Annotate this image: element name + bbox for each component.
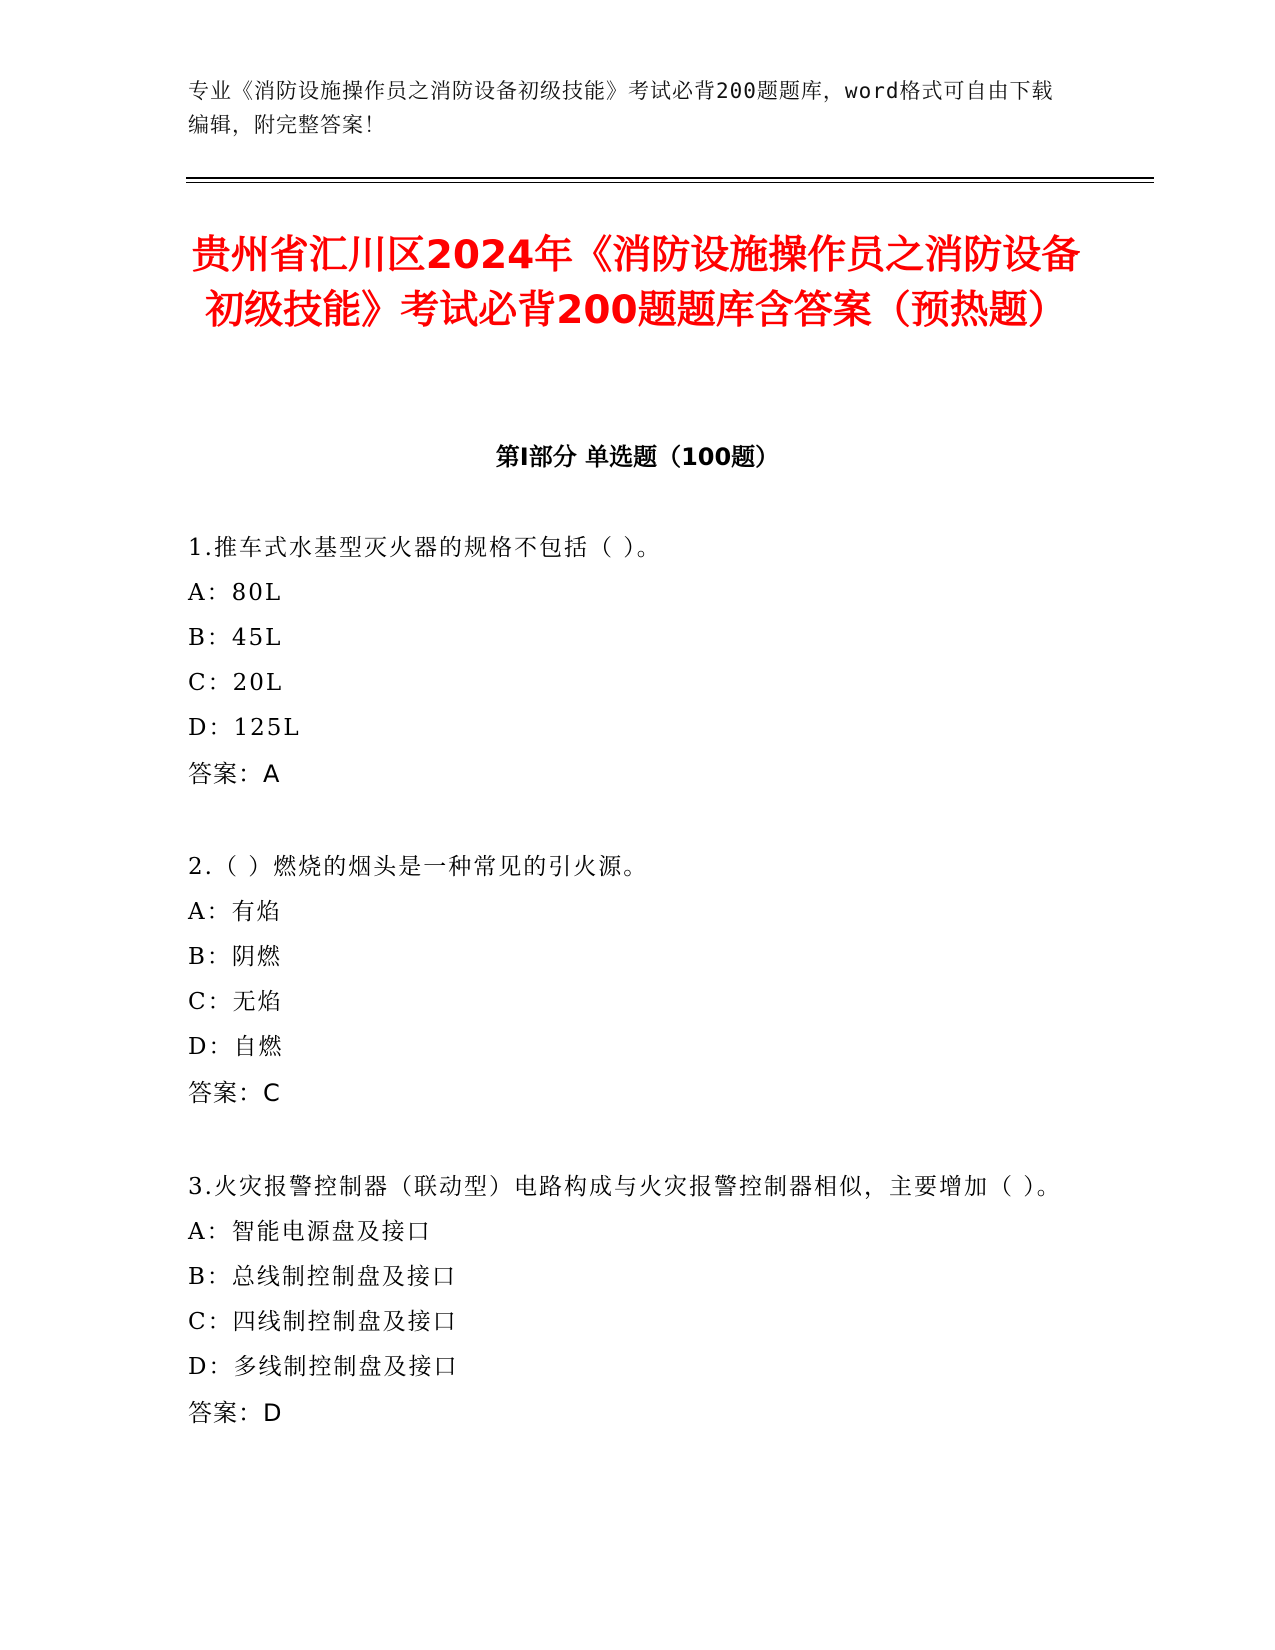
header-divider-bottom [186,182,1154,183]
option-a: A：有焰 [188,899,282,925]
option-b: B：45L [188,625,283,651]
option-b: B：阴燃 [188,944,282,970]
option-a: A：80L [188,580,283,606]
question-2 [188,844,1068,1116]
question-1 [188,525,1068,797]
answer: 答案：C [188,1079,281,1107]
section-title: 第I部分 单选题（100题） [495,443,780,471]
option-d: D：多线制控制盘及接口 [188,1354,459,1380]
header-divider-top [186,177,1154,179]
option-a: A：智能电源盘及接口 [188,1219,432,1245]
option-d: D：自燃 [188,1034,284,1060]
option-c: C：四线制控制盘及接口 [188,1309,458,1335]
question-stem: 1.推车式水基型灭火器的规格不包括（ ）。 [188,535,662,561]
option-c: C：20L [188,670,284,696]
option-c: C：无焰 [188,989,283,1015]
question-stem: 2.（ ）燃烧的烟头是一种常见的引火源。 [188,854,649,880]
answer: 答案：D [188,1399,283,1427]
header-note: 专业《消防设施操作员之消防设备初级技能》考试必背200题题库，word格式可自由下载编辑，附完整答案！ [188,79,1054,137]
option-d: D：125L [188,715,301,741]
document-title: 贵州省汇川区2024年《消防设施操作员之消防设备初级技能》考试必背200题题库含答案（预热题） [191,233,1081,333]
question-stem: 3.火灾报警控制器（联动型）电路构成与火灾报警控制器相似，主要增加（ ）。 [188,1174,1062,1200]
option-b: B：总线制控制盘及接口 [188,1264,457,1290]
question-3 [188,1164,1068,1436]
answer: 答案：A [188,760,281,788]
